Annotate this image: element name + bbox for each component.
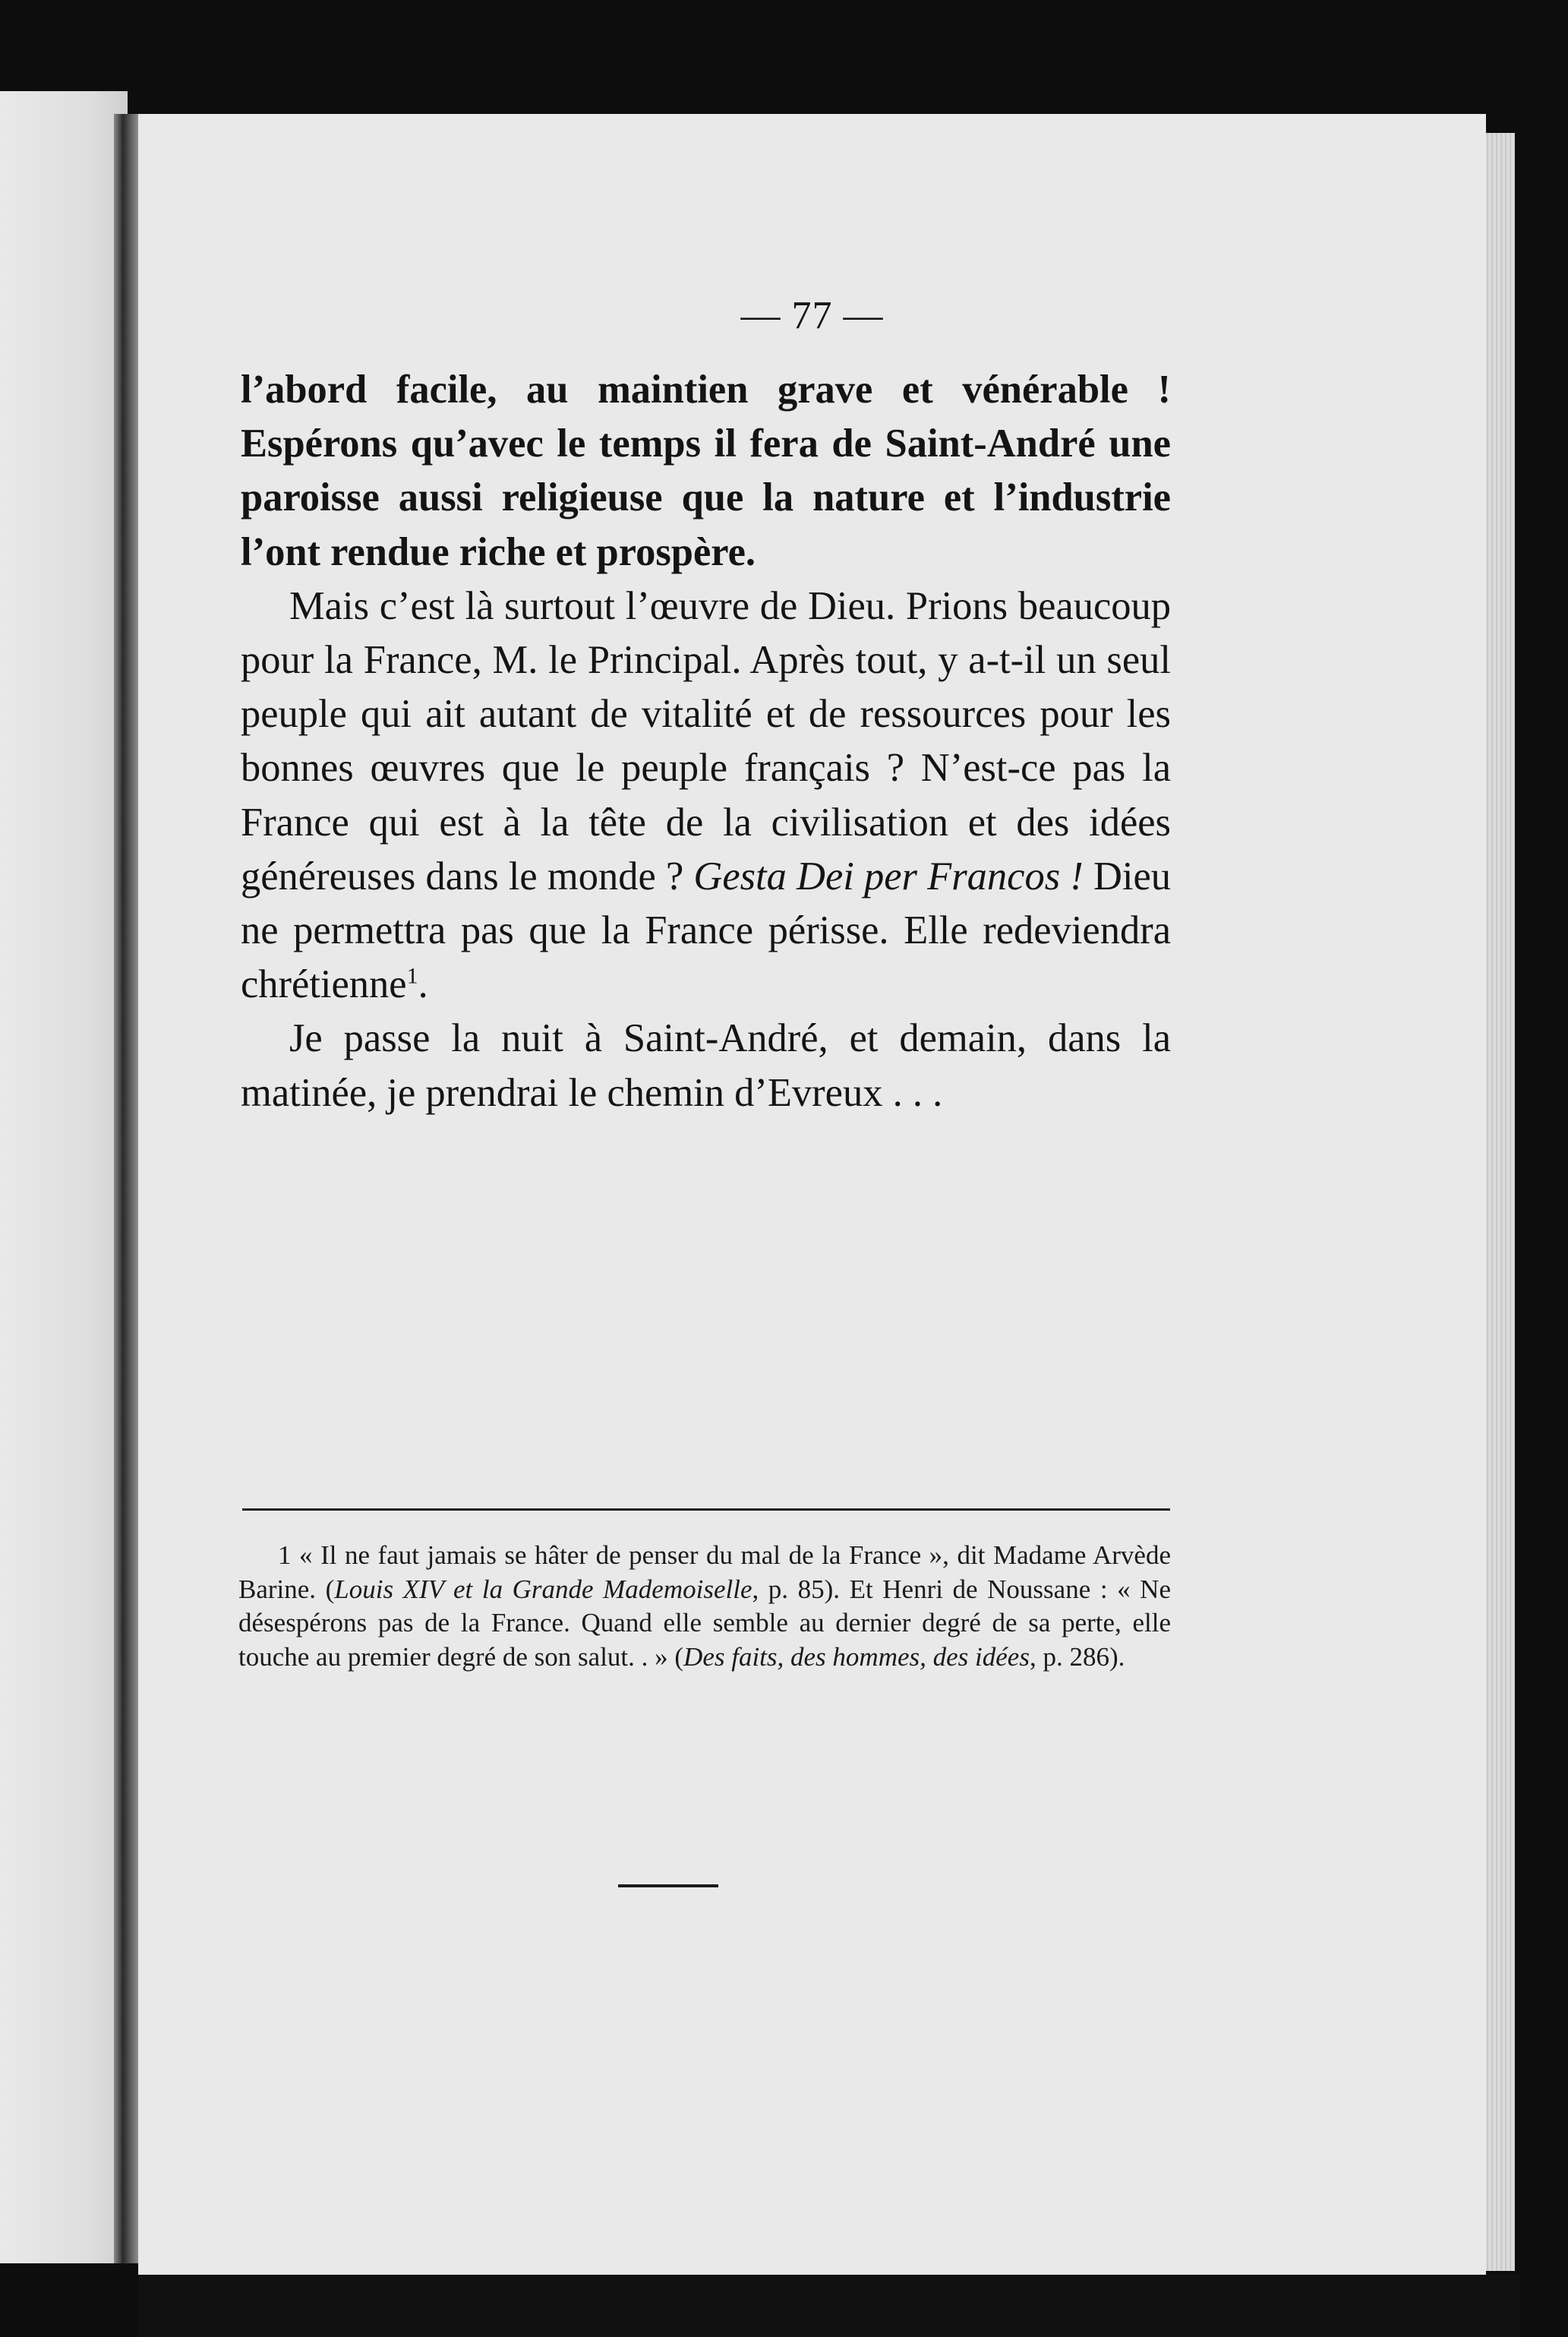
text-run: . bbox=[418, 962, 428, 1007]
footnote-reference: 1 bbox=[406, 963, 418, 989]
page-block-edge bbox=[1484, 133, 1515, 2271]
book-page bbox=[138, 114, 1486, 2275]
paragraph bbox=[241, 580, 1171, 1012]
scan-border bbox=[138, 2275, 1520, 2337]
footnote-text bbox=[238, 1540, 1171, 1672]
text-run: Mais c’est là surtout l’œuvre de Dieu. Prions beaucoup pour la France, M. le Principal. Après tout, y a-t-il un seul peuple qui ait autant de vitalité et de ressources pour les bonnes œuvres que le peuple français ? N’est-ce pas la France qui est à la tête de la civilisation et des idées généreuses dans le monde ? bbox=[241, 583, 1171, 898]
paragraph bbox=[241, 1012, 1171, 1120]
italic-run: Louis XIV et la Grande Mademoiselle bbox=[334, 1574, 752, 1604]
text-run: Dieu ne permettra pas que la France périsse. Elle redeviendra chrétienne bbox=[241, 854, 1171, 1007]
italic-run: Gesta Dei per Francos ! bbox=[693, 854, 1084, 898]
footnote-number: 1 bbox=[278, 1540, 292, 1570]
facing-page-edge bbox=[0, 91, 128, 2263]
text-run: , p. 85). Et Henri de Noussane : « Ne désespérons pas de la France. Quand elle semble au dernier degré de sa perte, elle touche au premier degré de son salut. . » ( bbox=[238, 1574, 1171, 1672]
body-text bbox=[241, 363, 1171, 1120]
text-run: , p. 286). bbox=[1029, 1641, 1125, 1672]
italic-run: Des faits, des hommes, des idées bbox=[683, 1641, 1030, 1672]
paragraph bbox=[241, 363, 1171, 580]
text-run: « Il ne faut jamais se hâter de penser du mal de la France », dit Madame Arvède Barine. ( bbox=[238, 1540, 1171, 1604]
footnote bbox=[238, 1539, 1171, 1674]
bold-run: l’abord facile, au maintien grave et vénérable ! Espérons qu’avec le temps il fera de Saint-André une paroisse aussi religieuse que la nature et l’industrie l’ont rendue riche et prospère. bbox=[241, 368, 1171, 574]
page-number: — 77 — bbox=[740, 294, 884, 337]
text-run: Je passe la nuit à Saint-André, et demain, dans la matinée, je prendrai le chemin d’Evreux . . . bbox=[241, 1016, 1171, 1115]
book-gutter bbox=[114, 114, 140, 2263]
footnote-separator bbox=[242, 1508, 1170, 1511]
end-of-text-rule bbox=[618, 1884, 718, 1887]
